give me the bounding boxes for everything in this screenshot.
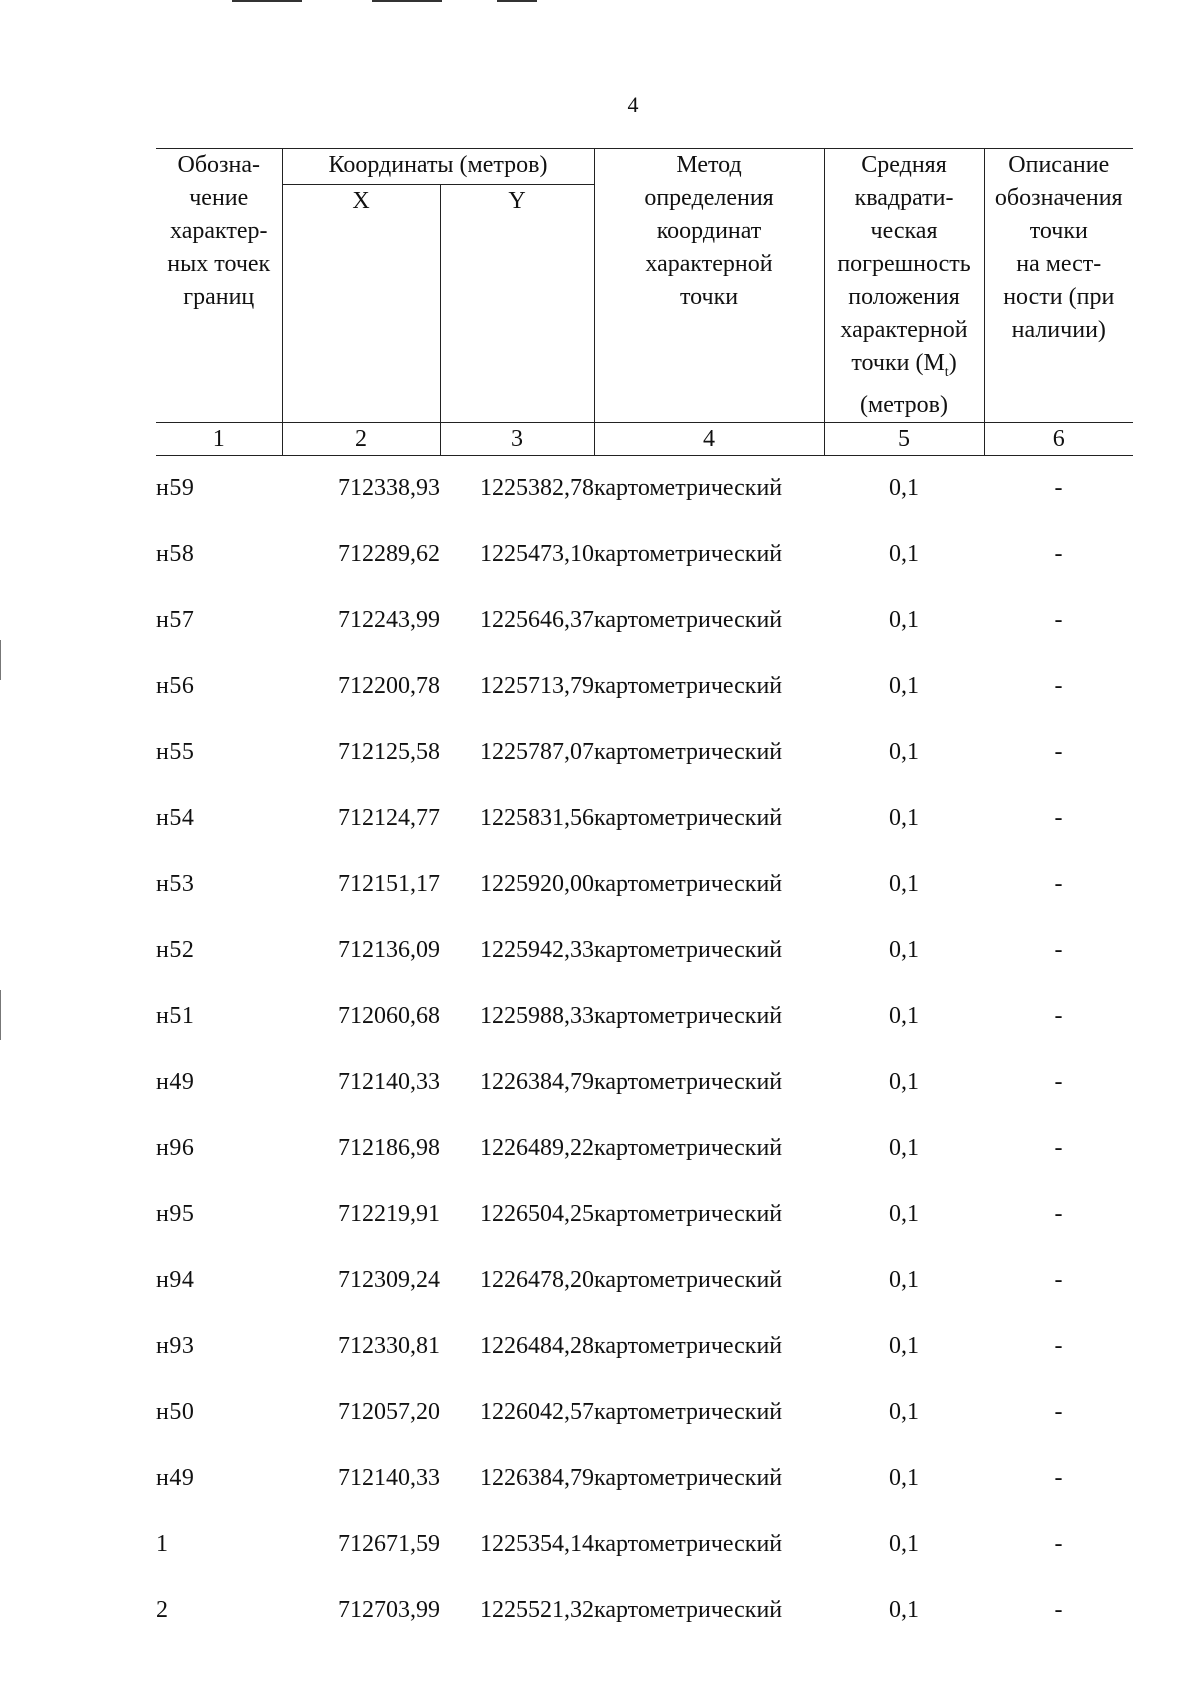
point-designation: н52 bbox=[156, 937, 195, 964]
description-cell: - bbox=[1054, 937, 1063, 964]
method-cell: картометрический bbox=[594, 1135, 783, 1162]
description-cell: - bbox=[1054, 1201, 1063, 1228]
coordinate-x: 712338,93 bbox=[338, 475, 440, 502]
coordinate-y: 1226489,22 bbox=[480, 1135, 595, 1162]
point-designation: н94 bbox=[156, 1267, 195, 1294]
scan-edge-artifact bbox=[372, 0, 442, 2]
table-row bbox=[156, 786, 1133, 852]
coordinate-x: 712186,98 bbox=[338, 1135, 440, 1162]
coordinate-x: 712125,58 bbox=[338, 739, 440, 766]
coordinate-y: 1226478,20 bbox=[480, 1267, 595, 1294]
coordinate-y: 1225920,00 bbox=[480, 871, 595, 898]
point-designation: н49 bbox=[156, 1465, 195, 1492]
coordinate-y: 1226384,79 bbox=[480, 1465, 595, 1492]
point-designation: н50 bbox=[156, 1399, 195, 1426]
coordinate-x: 712140,33 bbox=[338, 1465, 440, 1492]
error-cell: 0,1 bbox=[889, 1531, 920, 1558]
point-designation: 2 bbox=[156, 1597, 169, 1624]
header-coordinates: Координаты (метров) bbox=[282, 149, 594, 185]
error-cell: 0,1 bbox=[889, 1597, 920, 1624]
header-error: Средняя квадрати- ческая погрешность положения характерной точки $(M_t)$ (метров) bbox=[824, 149, 984, 423]
scan-margin-mark bbox=[0, 640, 1, 680]
coordinate-y: 1225942,33 bbox=[480, 937, 595, 964]
header-method: Метод определения координат характерной точки bbox=[594, 149, 824, 423]
column-number: 2 bbox=[282, 422, 440, 455]
method-cell: картометрический bbox=[594, 739, 783, 766]
table-row bbox=[156, 1182, 1133, 1248]
error-cell: 0,1 bbox=[889, 1069, 920, 1096]
table-row bbox=[156, 984, 1133, 1050]
coordinate-x: 712057,20 bbox=[338, 1399, 440, 1426]
error-cell: 0,1 bbox=[889, 1201, 920, 1228]
coordinate-x: 712124,77 bbox=[338, 805, 440, 832]
method-cell: картометрический bbox=[594, 1333, 783, 1360]
coordinates-table bbox=[156, 148, 1133, 1644]
method-cell: картометрический bbox=[594, 1531, 783, 1558]
table-row bbox=[156, 1446, 1133, 1512]
coordinate-x: 712703,99 bbox=[338, 1597, 440, 1624]
table-body bbox=[156, 455, 1133, 1644]
table-row bbox=[156, 1578, 1133, 1644]
table-row bbox=[156, 654, 1133, 720]
error-cell: 0,1 bbox=[889, 937, 920, 964]
coordinate-x: 712140,33 bbox=[338, 1069, 440, 1096]
header-y: Y bbox=[440, 185, 594, 423]
point-designation: н49 bbox=[156, 1069, 195, 1096]
description-cell: - bbox=[1054, 1465, 1063, 1492]
error-cell: 0,1 bbox=[889, 805, 920, 832]
description-cell: - bbox=[1054, 673, 1063, 700]
table-row bbox=[156, 455, 1133, 522]
coordinate-y: 1226484,28 bbox=[480, 1333, 595, 1360]
method-cell: картометрический bbox=[594, 607, 783, 634]
point-designation: н51 bbox=[156, 1003, 195, 1030]
table-row bbox=[156, 852, 1133, 918]
error-cell: 0,1 bbox=[889, 475, 920, 502]
point-designation: н54 bbox=[156, 805, 195, 832]
description-cell: - bbox=[1054, 1531, 1063, 1558]
description-cell: - bbox=[1054, 1597, 1063, 1624]
error-cell: 0,1 bbox=[889, 1333, 920, 1360]
column-number: 3 bbox=[440, 422, 594, 455]
coordinate-x: 712330,81 bbox=[338, 1333, 440, 1360]
coordinate-y: 1225521,32 bbox=[480, 1597, 595, 1624]
coordinate-y: 1225831,56 bbox=[480, 805, 595, 832]
column-number: 5 bbox=[824, 422, 984, 455]
error-cell: 0,1 bbox=[889, 1465, 920, 1492]
point-designation: н59 bbox=[156, 475, 195, 502]
error-cell: 0,1 bbox=[889, 739, 920, 766]
table-row bbox=[156, 1248, 1133, 1314]
description-cell: - bbox=[1054, 805, 1063, 832]
coordinate-y: 1225473,10 bbox=[480, 541, 595, 568]
column-number: 1 bbox=[156, 422, 282, 455]
description-cell: - bbox=[1054, 475, 1063, 502]
table-row bbox=[156, 1512, 1133, 1578]
point-designation: н53 bbox=[156, 871, 195, 898]
header-designation: Обозна- чение характер- ных точек границ bbox=[156, 149, 282, 423]
error-cell: 0,1 bbox=[889, 607, 920, 634]
error-cell: 0,1 bbox=[889, 1267, 920, 1294]
method-cell: картометрический bbox=[594, 1069, 783, 1096]
coordinate-x: 712060,68 bbox=[338, 1003, 440, 1030]
description-cell: - bbox=[1054, 1003, 1063, 1030]
coordinate-x: 712243,99 bbox=[338, 607, 440, 634]
description-cell: - bbox=[1054, 1333, 1063, 1360]
coordinate-x: 712200,78 bbox=[338, 673, 440, 700]
method-cell: картометрический bbox=[594, 1399, 783, 1426]
point-designation: н95 bbox=[156, 1201, 195, 1228]
point-designation: н55 bbox=[156, 739, 195, 766]
scan-edge-artifact bbox=[497, 0, 537, 2]
coordinate-y: 1225713,79 bbox=[480, 673, 595, 700]
description-cell: - bbox=[1054, 1267, 1063, 1294]
coordinate-x: 712136,09 bbox=[338, 937, 440, 964]
method-cell: картометрический bbox=[594, 937, 783, 964]
coordinate-y: 1225787,07 bbox=[480, 739, 595, 766]
page-number: 4 bbox=[627, 92, 639, 117]
table-row bbox=[156, 588, 1133, 654]
scan-edge-artifact bbox=[232, 0, 302, 2]
column-number: 6 bbox=[984, 422, 1133, 455]
table-row bbox=[156, 1380, 1133, 1446]
table-row bbox=[156, 1314, 1133, 1380]
column-number: 4 bbox=[594, 422, 824, 455]
method-cell: картометрический bbox=[594, 541, 783, 568]
coordinate-y: 1226504,25 bbox=[480, 1201, 595, 1228]
point-designation: н93 bbox=[156, 1333, 195, 1360]
table-row bbox=[156, 522, 1133, 588]
description-cell: - bbox=[1054, 1399, 1063, 1426]
coordinate-y: 1226042,57 bbox=[480, 1399, 595, 1426]
description-cell: - bbox=[1054, 1069, 1063, 1096]
table-row bbox=[156, 918, 1133, 984]
point-designation: н58 bbox=[156, 541, 195, 568]
error-cell: 0,1 bbox=[889, 871, 920, 898]
method-cell: картометрический bbox=[594, 871, 783, 898]
point-designation: 1 bbox=[156, 1531, 169, 1558]
coordinate-x: 712671,59 bbox=[338, 1531, 440, 1558]
method-cell: картометрический bbox=[594, 1201, 783, 1228]
description-cell: - bbox=[1054, 1135, 1063, 1162]
method-cell: картометрический bbox=[594, 475, 783, 502]
description-cell: - bbox=[1054, 541, 1063, 568]
coordinate-y: 1225988,33 bbox=[480, 1003, 595, 1030]
point-designation: н96 bbox=[156, 1135, 195, 1162]
table-row bbox=[156, 720, 1133, 786]
method-cell: картометрический bbox=[594, 805, 783, 832]
error-cell: 0,1 bbox=[889, 1003, 920, 1030]
error-cell: 0,1 bbox=[889, 673, 920, 700]
table-row bbox=[156, 1050, 1133, 1116]
point-designation: н56 bbox=[156, 673, 195, 700]
coordinate-y: 1225646,37 bbox=[480, 607, 595, 634]
error-cell: 0,1 bbox=[889, 1135, 920, 1162]
method-cell: картометрический bbox=[594, 1267, 783, 1294]
coordinate-x: 712289,62 bbox=[338, 541, 440, 568]
method-cell: картометрический bbox=[594, 673, 783, 700]
method-cell: картометрический bbox=[594, 1597, 783, 1624]
error-cell: 0,1 bbox=[889, 541, 920, 568]
header-description: Описание обозначения точки на мест- ности (при наличии) bbox=[984, 149, 1133, 423]
method-cell: картометрический bbox=[594, 1003, 783, 1030]
description-cell: - bbox=[1054, 739, 1063, 766]
method-cell: картометрический bbox=[594, 1465, 783, 1492]
point-designation: н57 bbox=[156, 607, 195, 634]
table-row bbox=[156, 1116, 1133, 1182]
coordinate-x: 712309,24 bbox=[338, 1267, 440, 1294]
coordinate-y: 1225382,78 bbox=[480, 475, 595, 502]
description-cell: - bbox=[1054, 871, 1063, 898]
coordinate-y: 1225354,14 bbox=[480, 1531, 595, 1558]
coordinate-x: 712151,17 bbox=[338, 871, 440, 898]
scan-margin-mark bbox=[0, 990, 1, 1040]
error-cell: 0,1 bbox=[889, 1399, 920, 1426]
coordinate-y: 1226384,79 bbox=[480, 1069, 595, 1096]
coordinate-x: 712219,91 bbox=[338, 1201, 440, 1228]
description-cell: - bbox=[1054, 607, 1063, 634]
header-x: X bbox=[282, 185, 440, 423]
